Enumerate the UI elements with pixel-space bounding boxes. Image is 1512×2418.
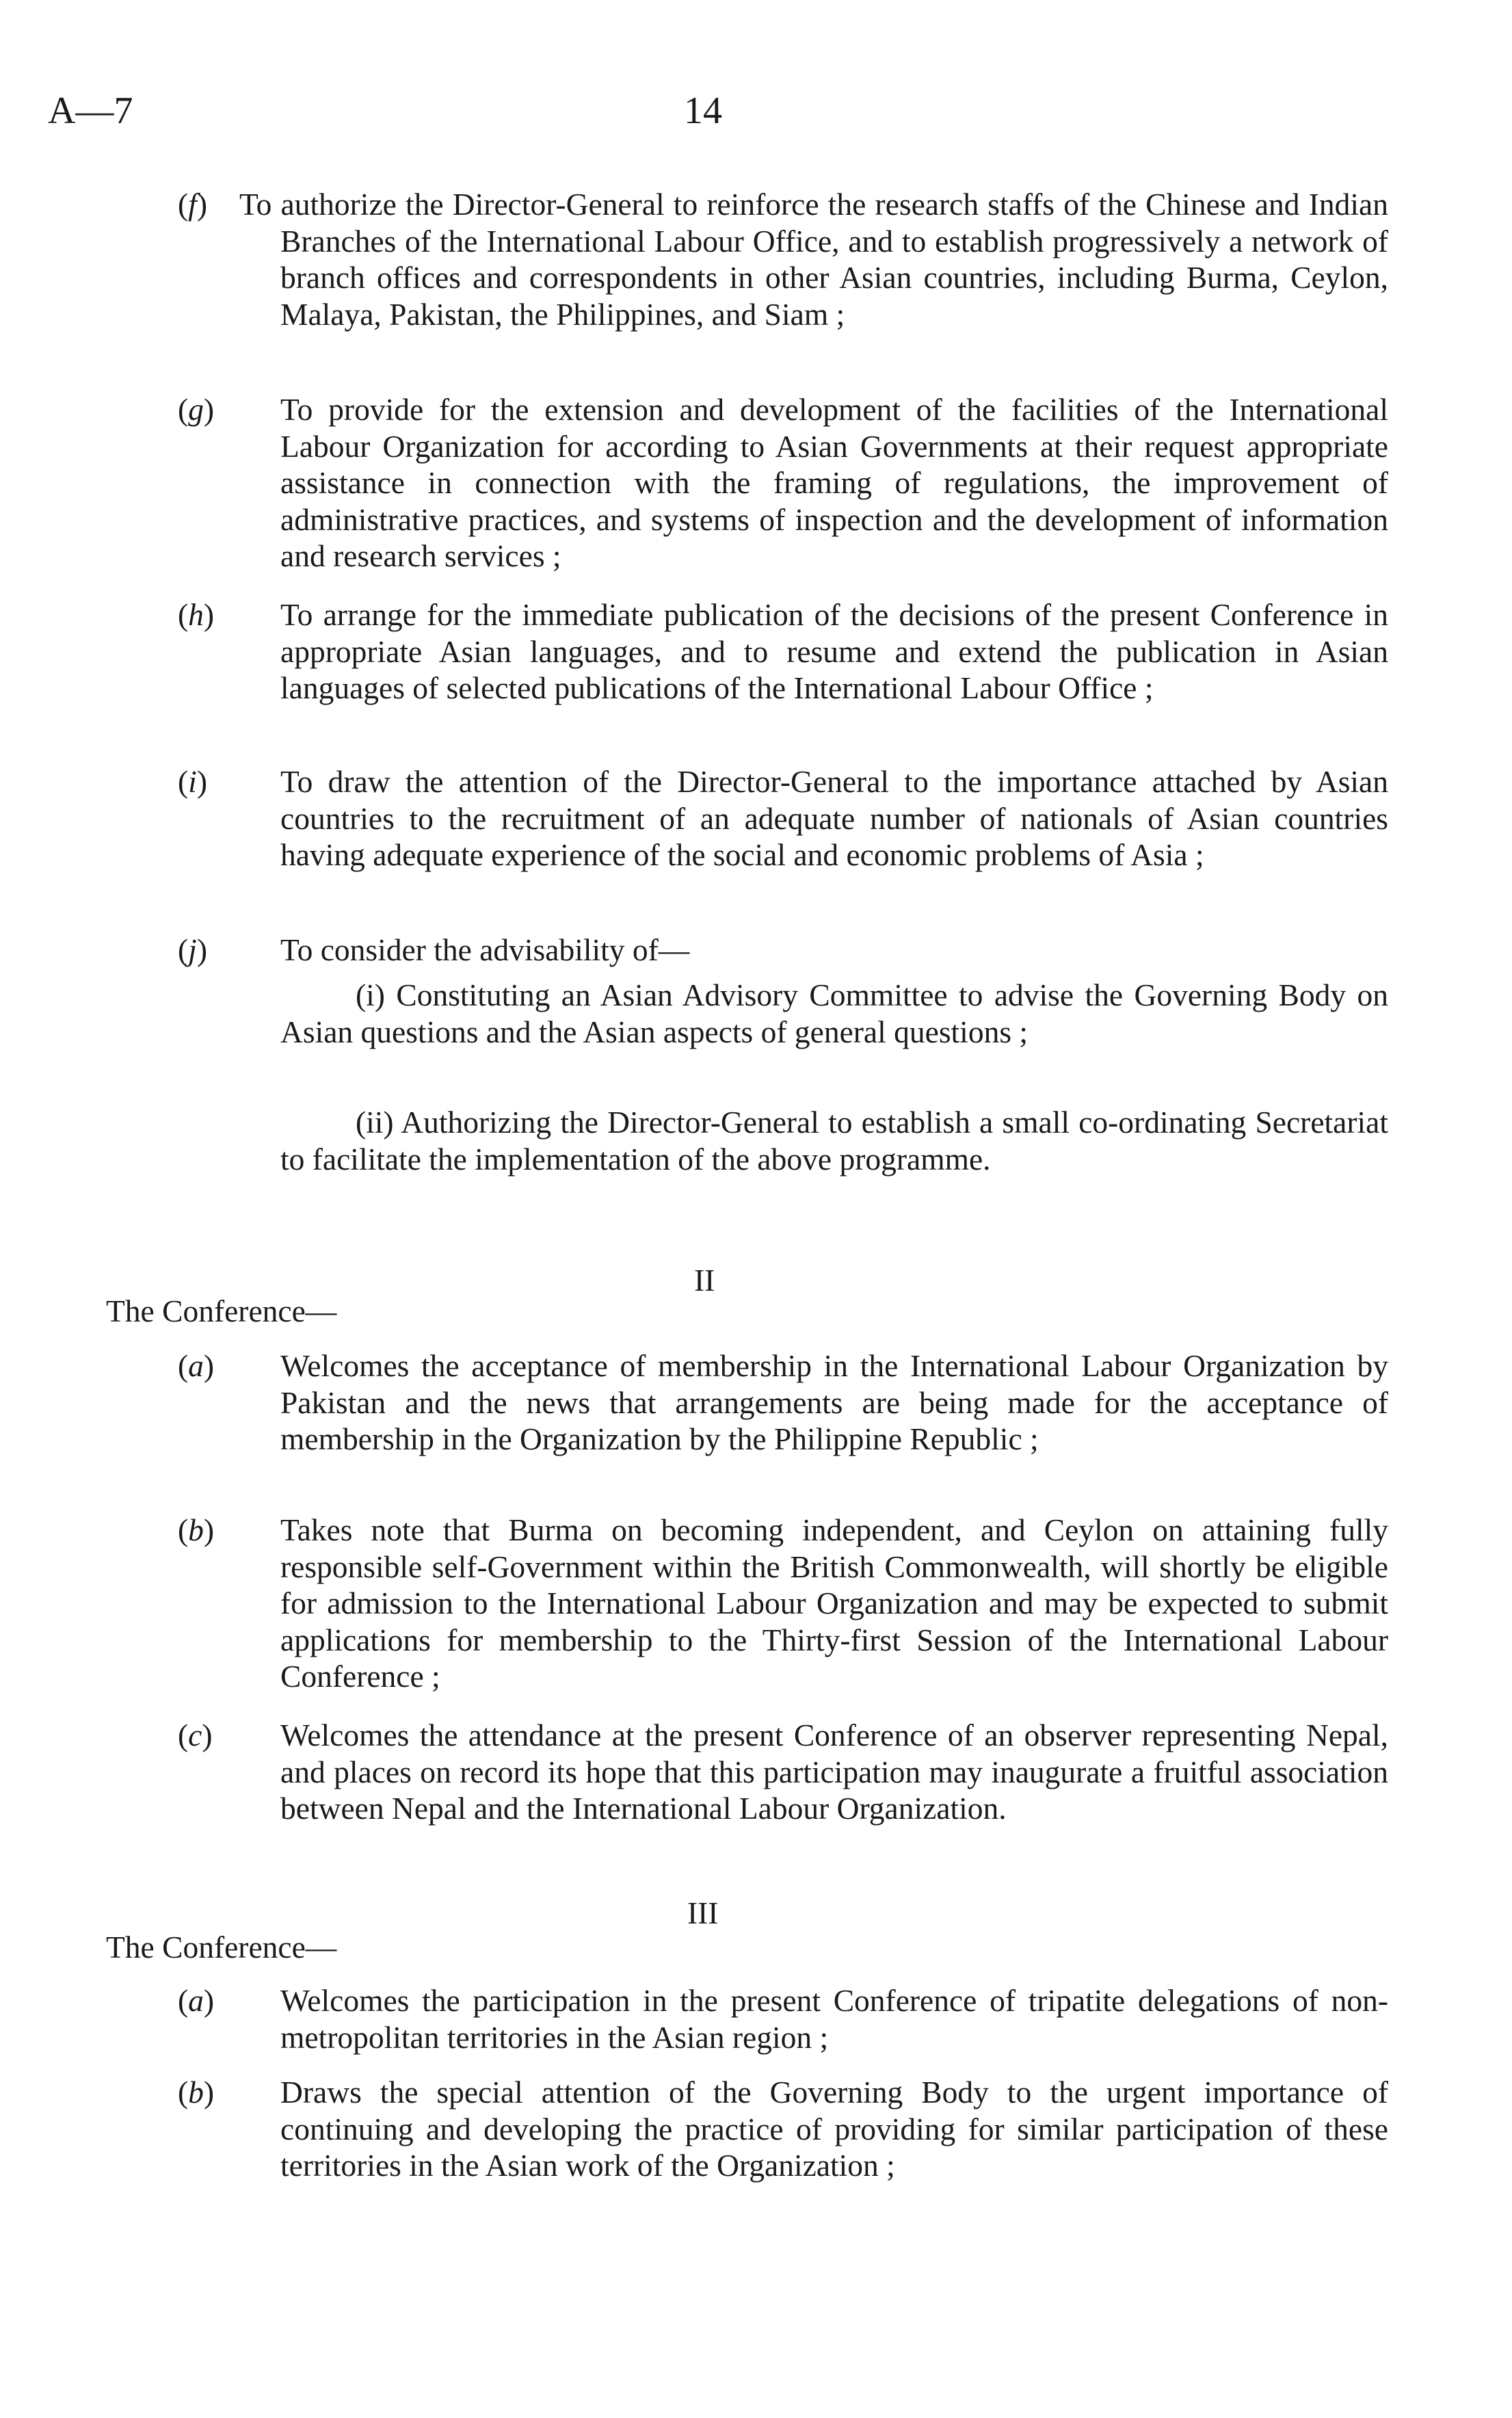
subclause-ii: (ii) Authorizing the Director-General to establish a small co-ordinating Secretariat to facilitate the implementation of the above programme. bbox=[280, 1105, 1388, 1177]
clause-h: (h) To arrange for the immediate publication of the decisions of the present Conference in appropriate Asian languages, and to resume and extend the publication in Asian languages of selected publications of the International Labour Office ; bbox=[178, 597, 1388, 705]
clause-label: c bbox=[188, 1718, 202, 1752]
clause-j: (j) To consider the advisability of— bbox=[178, 932, 690, 967]
clause-label: a bbox=[188, 1983, 204, 2018]
section-numeral-ii: II bbox=[694, 1263, 715, 1298]
clause-iii-a: (a) Welcomes the participation in the present Conference of tripatite delegations of non-metropolitan territories in the Asian region ; bbox=[178, 1983, 1388, 2055]
clause-g: (g) To provide for the extension and development of the facilities of the International Labour Organization for according to Asian Governments at their request appropriate assistance in connection with the framing of regulations, the improvement of administrative practices, and systems of inspection and the development of information and research services ; bbox=[178, 392, 1388, 573]
clause-label: g bbox=[188, 392, 204, 427]
clause-label: a bbox=[188, 1348, 204, 1383]
page-number: 14 bbox=[684, 90, 722, 132]
clause-label: b bbox=[188, 1512, 204, 1547]
clause-text: To consider the advisability of— bbox=[280, 932, 690, 967]
clause-text: Welcomes the participation in the present Conference of tripatite delegations of non-metropolitan territories in the Asian region ; bbox=[280, 1983, 1388, 2055]
section-code: A—7 bbox=[48, 90, 133, 132]
clause-i: (i) To draw the attention of the Director-General to the importance attached by Asian countries to the recruitment of an adequate number of nationals of Asian countries having adequate experience of the social and economic problems of Asia ; bbox=[178, 764, 1388, 872]
section-iii-intro: The Conference— bbox=[106, 1930, 337, 1964]
subclause-i: (i) Constituting an Asian Advisory Committee to advise the Governing Body on Asian questions and the Asian aspects of general questions ; bbox=[280, 977, 1388, 1049]
clause-f: (f) To authorize the Director-General to reinforce the research staffs of the Chinese and Indian Branches of the International Labour Office, and to establish progressively a network of branch offices and correspondents in other Asian countries, including Burma, Ceylon, Malaya, Pakistan, the Philippines, and Siam ; bbox=[178, 187, 1388, 332]
clause-label: h bbox=[188, 597, 204, 632]
clause-label: j bbox=[188, 932, 197, 967]
clause-label: b bbox=[188, 2075, 204, 2110]
clause-ii-b: (b) Takes note that Burma on becoming independent, and Ceylon on attaining fully responsible self-Government within the British Commonwealth, will shortly be eligible for admission to the International Labour Organization and may be expected to submit applications for membership to the Thirty-first Session of the International Labour Conference ; bbox=[178, 1512, 1388, 1694]
section-numeral-iii: III bbox=[687, 1895, 719, 1930]
section-ii-intro: The Conference— bbox=[106, 1293, 337, 1328]
clause-text: Draws the special attention of the Governing Body to the urgent importance of continuing and developing the practice of providing for similar participation of these territories in the Asian work of the Organization ; bbox=[280, 2075, 1388, 2183]
clause-text: Welcomes the attendance at the present Conference of an observer representing Nepal, and places on record its hope that this participation may inaugurate a fruitful association between Nepal and the International Labour Organization. bbox=[280, 1718, 1388, 1826]
clause-text: To arrange for the immediate publication of the decisions of the present Conference in appropriate Asian languages, and to resume and extend the publication in Asian languages of selected publications of the International Labour Office ; bbox=[280, 597, 1388, 705]
clause-label: i bbox=[188, 764, 197, 799]
clause-text: To authorize the Director-General to reinforce the research staffs of the Chinese and Indian Branches of the International Labour Office, and to establish progressively a network of branch offices and correspondents in other Asian countries, including Burma, Ceylon, Malaya, Pakistan, the Philippines, and Siam ; bbox=[239, 187, 1388, 332]
clause-ii-c: (c) Welcomes the attendance at the present Conference of an observer representing Nepal, and places on record its hope that this participation may inaugurate a fruitful association between Nepal and the International Labour Organization. bbox=[178, 1718, 1388, 1826]
clause-text: To provide for the extension and development of the facilities of the International Labour Organization for according to Asian Governments at their request appropriate assistance in connection with the framing of regulations, the improvement of administrative practices, and systems of inspection and the development of information and research services ; bbox=[280, 392, 1388, 573]
clause-text: To draw the attention of the Director-General to the importance attached by Asian countries to the recruitment of an adequate number of nationals of Asian countries having adequate experience of the social and economic problems of Asia ; bbox=[280, 764, 1388, 872]
clause-text: Welcomes the acceptance of membership in the International Labour Organization by Pakistan and the news that arrangements are being made for the acceptance of membership in the Organization by the Philippine Republic ; bbox=[280, 1348, 1388, 1456]
clause-text: Takes note that Burma on becoming independent, and Ceylon on attaining fully responsible self-Government within the British Commonwealth, will shortly be eligible for admission to the International Labour Organization and may be expected to submit applications for membership to the Thirty-first Session of the International Labour Conference ; bbox=[280, 1512, 1388, 1694]
clause-label: f bbox=[188, 187, 197, 222]
clause-ii-a: (a) Welcomes the acceptance of membership in the International Labour Organization by Pakistan and the news that arrangements are being made for the acceptance of membership in the Organization by the Philippine Republic ; bbox=[178, 1348, 1388, 1456]
clause-iii-b: (b) Draws the special attention of the Governing Body to the urgent importance of continuing and developing the practice of providing for similar participation of these territories in the Asian work of the Organization ; bbox=[178, 2075, 1388, 2183]
